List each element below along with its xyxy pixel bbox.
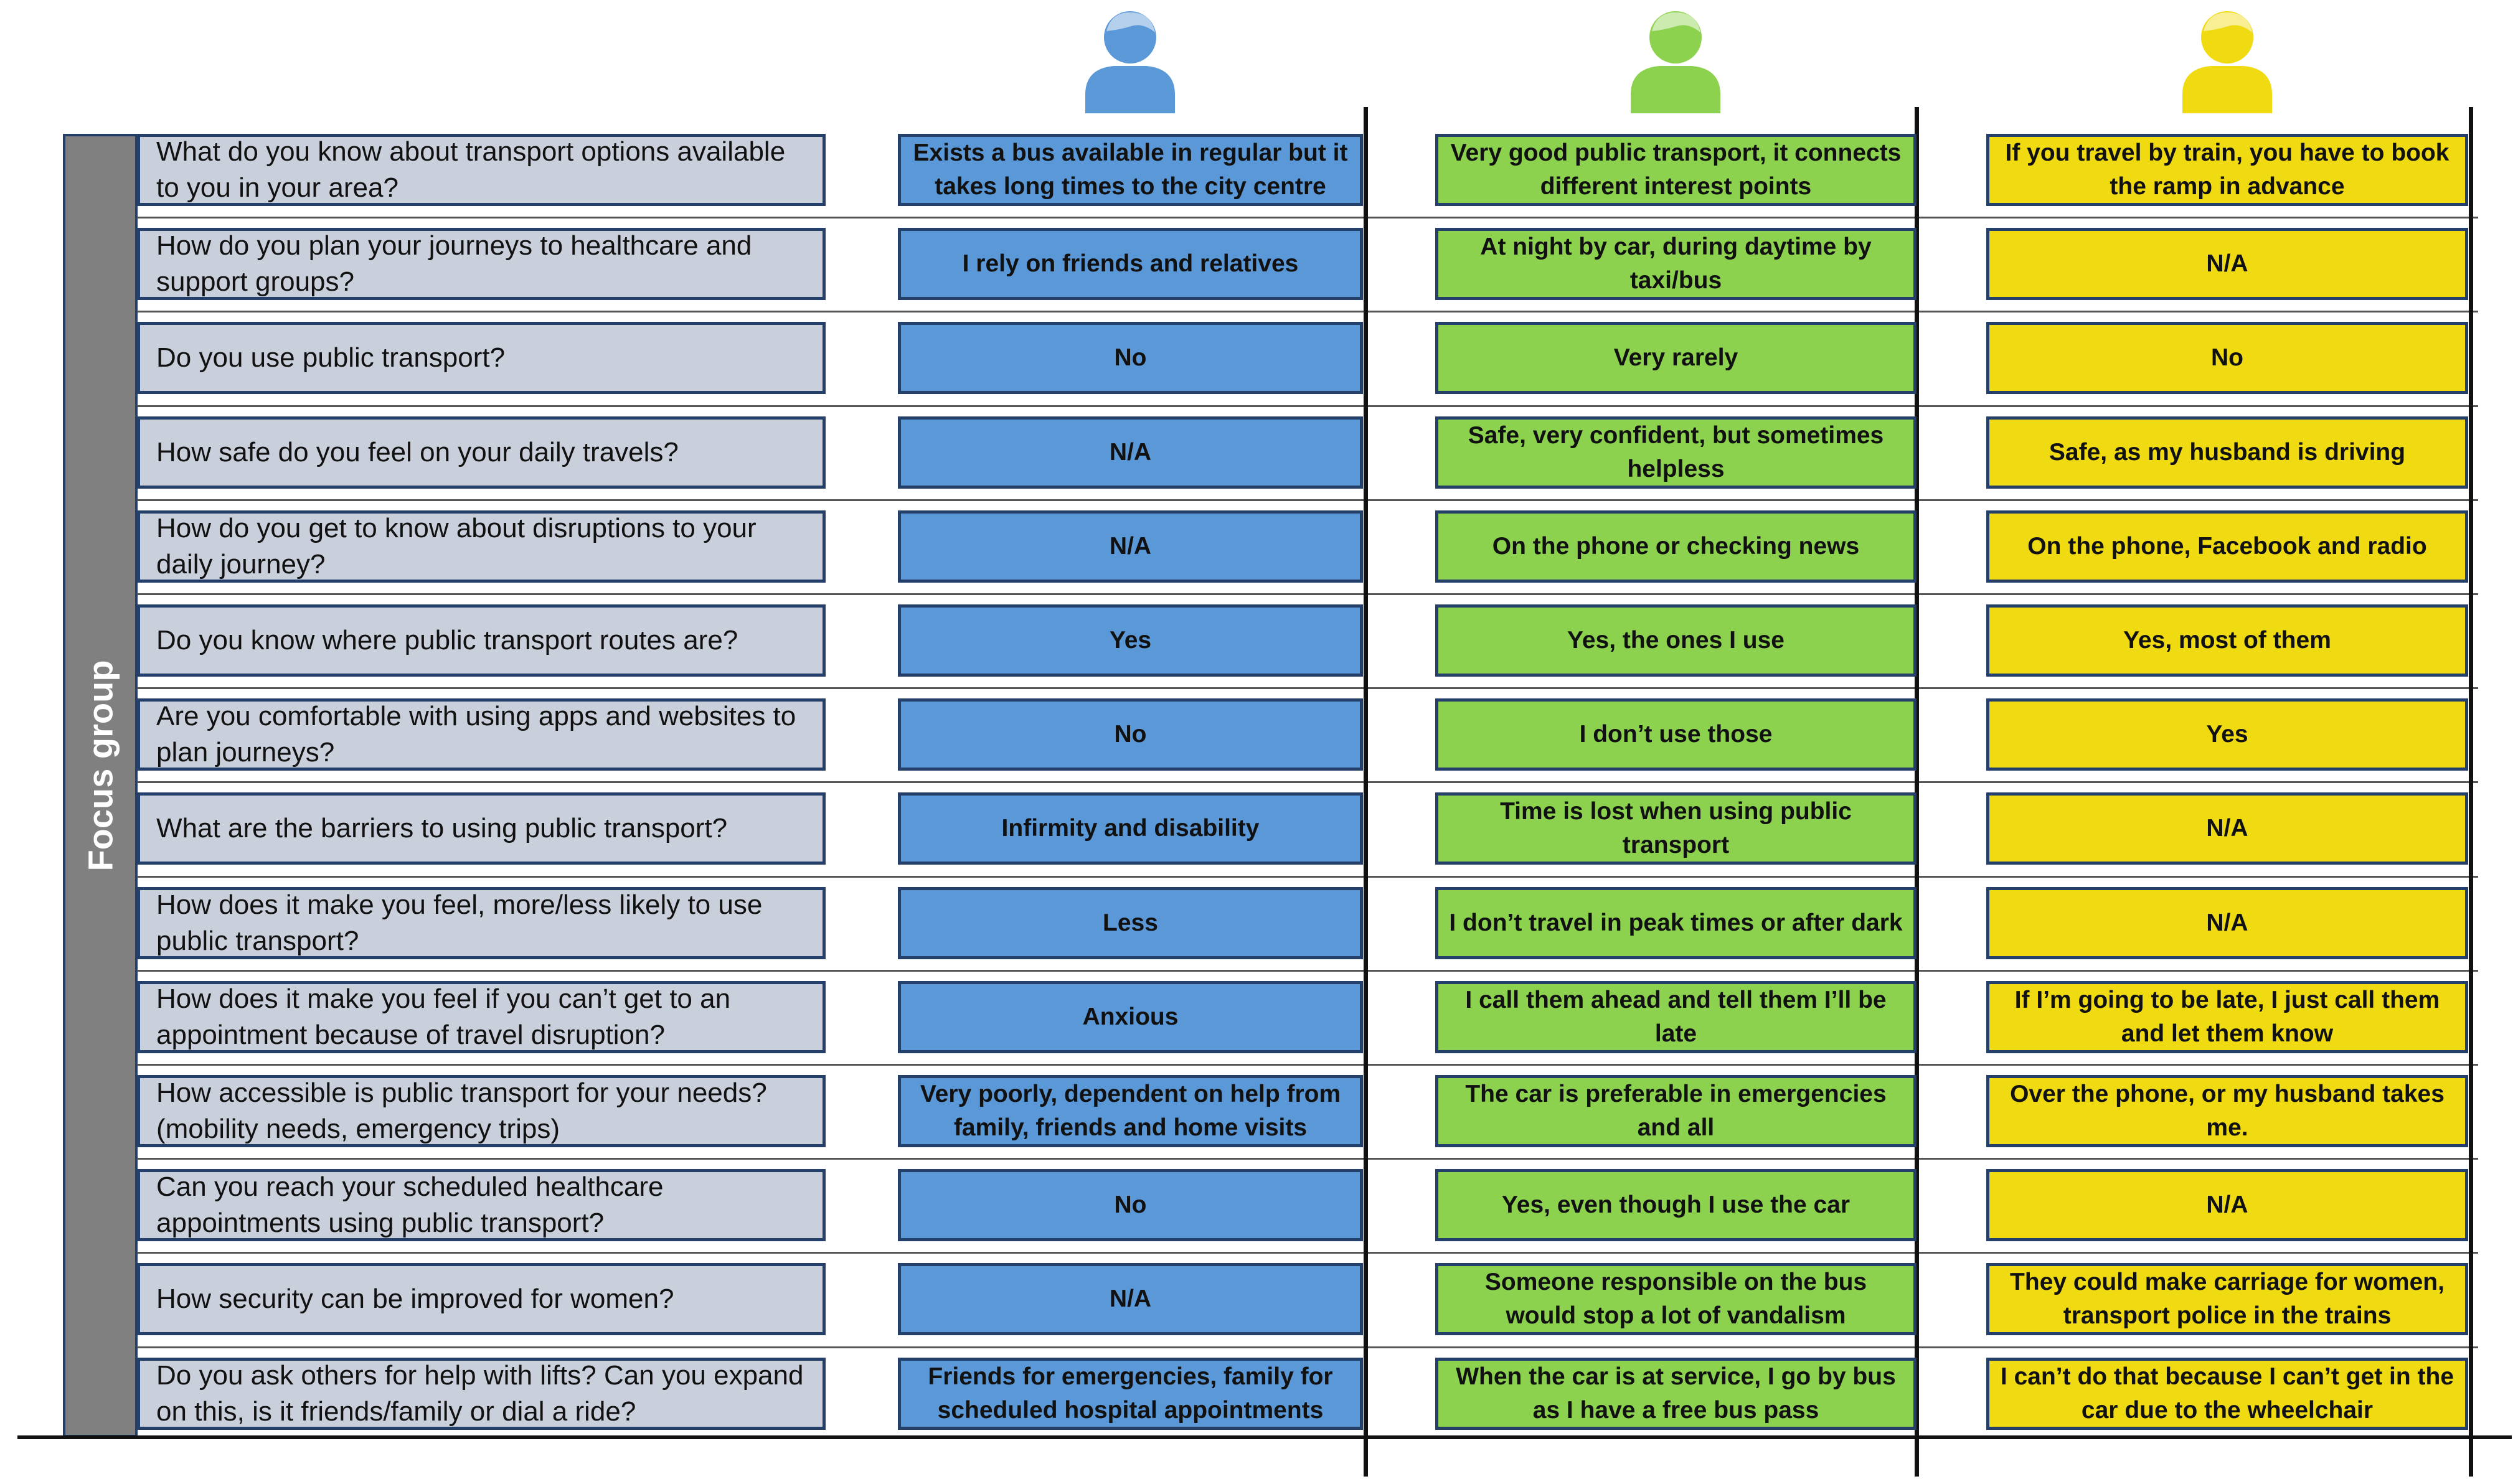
answer-cell-participant-2: I don’t use those bbox=[1435, 698, 1917, 771]
answer-cell-participant-1: N/A bbox=[898, 416, 1363, 489]
row-divider bbox=[137, 217, 2478, 218]
answer-cell-participant-3: No bbox=[1986, 322, 2468, 394]
answer-cell-participant-1: Less bbox=[898, 887, 1363, 959]
answer-cell-participant-1: I rely on friends and relatives bbox=[898, 228, 1363, 300]
row-divider bbox=[137, 1346, 2478, 1348]
answer-cell-participant-1: No bbox=[898, 322, 1363, 394]
answer-cell-participant-2: On the phone or checking news bbox=[1435, 510, 1917, 583]
answer-cell-participant-3: N/A bbox=[1986, 792, 2468, 865]
question-cell: What are the barriers to using public transport? bbox=[137, 792, 826, 865]
answer-cell-participant-2: Very rarely bbox=[1435, 322, 1917, 394]
answer-cell-participant-2: Time is lost when using public transport bbox=[1435, 792, 1917, 865]
answer-cell-participant-3: N/A bbox=[1986, 228, 2468, 300]
answer-cell-participant-1: Exists a bus available in regular but it takes long times to the city centre bbox=[898, 134, 1363, 206]
answer-cell-participant-2: Yes, even though I use the car bbox=[1435, 1169, 1917, 1241]
question-cell: Do you use public transport? bbox=[137, 322, 826, 394]
answer-cell-participant-1: Anxious bbox=[898, 981, 1363, 1053]
question-cell: Can you reach your scheduled healthcare appointments using public transport? bbox=[137, 1169, 826, 1241]
row-divider bbox=[137, 593, 2478, 595]
answer-cell-participant-2: Someone responsible on the bus would stop a lot of vandalism bbox=[1435, 1263, 1917, 1335]
answer-cell-participant-1: N/A bbox=[898, 510, 1363, 583]
answer-cell-participant-2: At night by car, during daytime by taxi/bus bbox=[1435, 228, 1917, 300]
row-divider bbox=[137, 499, 2478, 501]
answer-cell-participant-3: N/A bbox=[1986, 1169, 2468, 1241]
question-cell: How does it make you feel, more/less likely to use public transport? bbox=[137, 887, 826, 959]
answer-cell-participant-2: When the car is at service, I go by bus as I have a free bus pass bbox=[1435, 1358, 1917, 1430]
row-divider bbox=[137, 1252, 2478, 1254]
person-icon bbox=[2177, 7, 2277, 113]
focus-group-label: Focus group bbox=[80, 660, 120, 871]
answer-cell-participant-1: Very poorly, dependent on help from family, friends and home visits bbox=[898, 1075, 1363, 1147]
answer-cell-participant-2: Yes, the ones I use bbox=[1435, 604, 1917, 677]
question-cell: Do you ask others for help with lifts? Can you expand on this, is it friends/family or dial a ride? bbox=[137, 1358, 826, 1430]
person-icon bbox=[1626, 7, 1725, 113]
answer-cell-participant-2: Very good public transport, it connects different interest points bbox=[1435, 134, 1917, 206]
answer-cell-participant-1: Friends for emergencies, family for scheduled hospital appointments bbox=[898, 1358, 1363, 1430]
question-cell: Are you comfortable with using apps and websites to plan journeys? bbox=[137, 698, 826, 771]
answer-cell-participant-2: I don’t travel in peak times or after dark bbox=[1435, 887, 1917, 959]
answer-cell-participant-1: N/A bbox=[898, 1263, 1363, 1335]
row-divider bbox=[137, 405, 2478, 407]
question-cell: Do you know where public transport routes are? bbox=[137, 604, 826, 677]
answer-cell-participant-2: Safe, very confident, but sometimes helpless bbox=[1435, 416, 1917, 489]
answer-cell-participant-3: Yes, most of them bbox=[1986, 604, 2468, 677]
answer-cell-participant-2: I call them ahead and tell them I’ll be late bbox=[1435, 981, 1917, 1053]
column-separator bbox=[2469, 107, 2473, 1477]
answer-cell-participant-1: No bbox=[898, 698, 1363, 771]
row-divider bbox=[137, 311, 2478, 312]
answer-cell-participant-1: Infirmity and disability bbox=[898, 792, 1363, 865]
answer-cell-participant-3: If I’m going to be late, I just call them and let them know bbox=[1986, 981, 2468, 1053]
row-divider bbox=[137, 1064, 2478, 1066]
row-divider bbox=[137, 781, 2478, 783]
answer-cell-participant-3: On the phone, Facebook and radio bbox=[1986, 510, 2468, 583]
answer-cell-participant-3: If you travel by train, you have to book the ramp in advance bbox=[1986, 134, 2468, 206]
question-cell: How does it make you feel if you can’t get to an appointment because of travel disruption? bbox=[137, 981, 826, 1053]
answer-cell-participant-2: The car is preferable in emergencies and all bbox=[1435, 1075, 1917, 1147]
table-baseline bbox=[17, 1435, 2512, 1439]
answer-cell-participant-1: Yes bbox=[898, 604, 1363, 677]
answer-cell-participant-3: Over the phone, or my husband takes me. bbox=[1986, 1075, 2468, 1147]
answer-cell-participant-3: Yes bbox=[1986, 698, 2468, 771]
question-cell: How security can be improved for women? bbox=[137, 1263, 826, 1335]
column-separator bbox=[1364, 107, 1368, 1477]
row-divider bbox=[137, 1158, 2478, 1160]
question-cell: How do you plan your journeys to healthcare and support groups? bbox=[137, 228, 826, 300]
answer-cell-participant-3: N/A bbox=[1986, 887, 2468, 959]
answer-cell-participant-3: I can’t do that because I can’t get in the car due to the wheelchair bbox=[1986, 1358, 2468, 1430]
question-cell: How safe do you feel on your daily travels? bbox=[137, 416, 826, 489]
question-cell: How accessible is public transport for your needs? (mobility needs, emergency trips) bbox=[137, 1075, 826, 1147]
row-divider bbox=[137, 876, 2478, 878]
row-divider bbox=[137, 970, 2478, 972]
question-cell: How do you get to know about disruptions to your daily journey? bbox=[137, 510, 826, 583]
answer-cell-participant-1: No bbox=[898, 1169, 1363, 1241]
answer-cell-participant-3: They could make carriage for women, transport police in the trains bbox=[1986, 1263, 2468, 1335]
question-cell: What do you know about transport options available to you in your area? bbox=[137, 134, 826, 206]
row-divider bbox=[137, 687, 2478, 689]
answer-cell-participant-3: Safe, as my husband is driving bbox=[1986, 416, 2468, 489]
person-icon bbox=[1080, 7, 1180, 113]
